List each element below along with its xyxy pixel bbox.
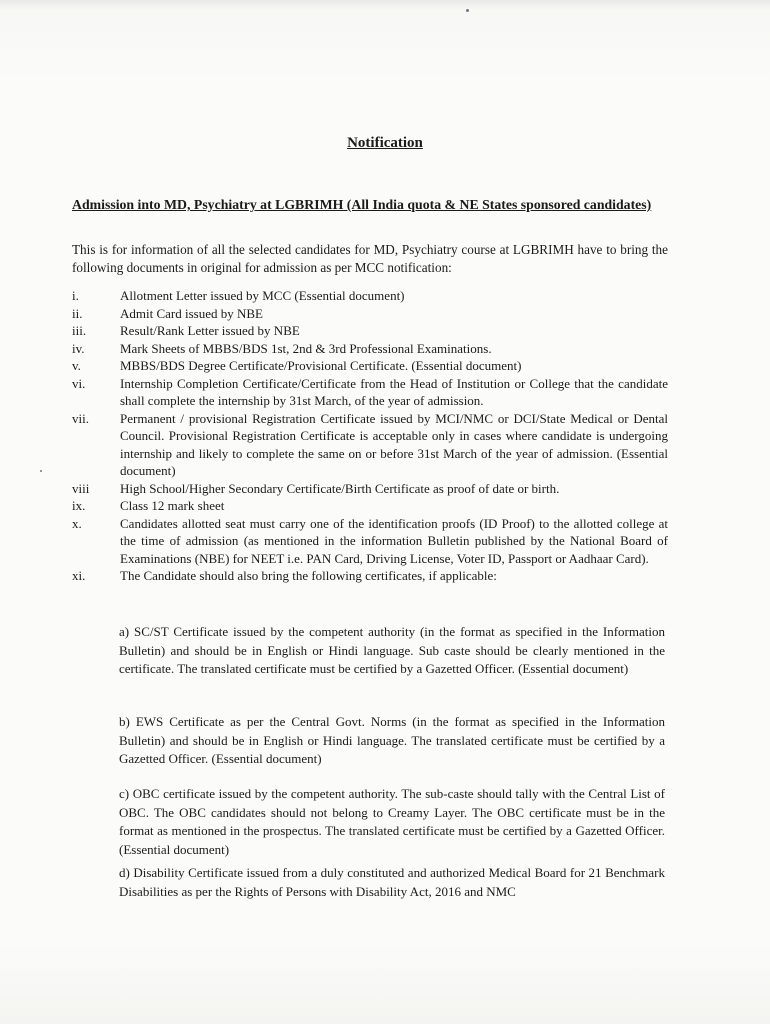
list-item-text: Result/Rank Letter issued by NBE [120,323,300,338]
list-item [72,357,668,375]
scan-speck [466,9,469,12]
list-item-text: Permanent / provisional Registration Certificate issued by MCI/NMC or DCI/State Medical or Dental Council. Provisional Registration Certificate is acceptable only in cases where candidate is undergoing internship and likely to complete the same on or before 31st March of the year of admission. (Essential document) [120,410,668,478]
list-item [72,287,668,305]
list-item-number: ix. [72,498,86,513]
list-item-text: MBBS/BDS Degree Certificate/Provisional Certificate. (Essential document) [120,358,522,373]
list-item-text: Class 12 mark sheet [120,498,225,513]
scan-speck [40,470,42,472]
certificate-sc-st: a) SC/ST Certificate issued by the competent authority (in the format as specified in the Information Bulletin) and should be in English or Hindi language. Sub caste should be clearly mentioned in the certificate. The translated certificate must be certified by a Gazetted Officer. (Essential document) [119,624,665,676]
list-item-number: iv. [72,340,85,356]
list-item-number: vi. [72,375,86,391]
list-item-number: iii. [72,323,87,338]
list-item [72,515,668,568]
scan-edge-shadow [0,0,770,10]
certificate-disability: d) Disability Certificate issued from a duly constituted and authorized Medical Board for 21 Benchmark Disabilities as per the Rights of Persons with Disability Act, 2016 and NMC [119,865,665,899]
list-item [72,410,668,480]
list-item-number: x. [72,515,82,531]
list-item-text: Admit Card issued by NBE [120,305,263,321]
intro-paragraph: This is for information of all the selected candidates for MD, Psychiatry course at LGBRIMH have to bring the following documents in original for admission as per MCC notification: [72,242,668,275]
list-item-number: xi. [72,568,86,583]
list-item [72,322,668,340]
list-item-number: i. [72,288,79,303]
list-item-text: The Candidate should also bring the following certificates, if applicable: [120,568,497,583]
list-item [72,480,668,498]
list-item [72,567,668,585]
certificate-ews: b) EWS Certificate as per the Central Govt. Norms (in the format as specified in the Information Bulletin) and should be in English or Hindi language. The translated certificate must be certified by a Gazetted Officer. (Essential document) [119,714,665,766]
list-item [72,375,668,410]
list-item-number: vii. [72,410,89,426]
list-item-text: Candidates allotted seat must carry one of the identification proofs (ID Proof) to the allotted college at the time of admission (as mentioned in the information Bulletin published by the National Board of Examinations (NBE) for NEET i.e. PAN Card, Driving License, Voter ID, Passport or Aadhaar Card). [120,515,668,566]
document-list [72,287,668,585]
list-item-text: Mark Sheets of MBBS/BDS 1st, 2nd & 3rd Professional Examinations. [120,340,492,356]
list-item [72,497,668,515]
list-item-text: Internship Completion Certificate/Certificate from the Head of Institution or College that the candidate shall complete the internship by 31st March, of the year of admission. [120,375,668,408]
list-item-number: v. [72,358,81,373]
certificate-obc: c) OBC certificate issued by the competent authority. The sub-caste should tally with the Central List of OBC. The OBC candidates should not belong to Creamy Layer. The OBC certificate must be in the format as mentioned in the prospectus. The translated certificate must be certified by a Gazetted Officer. (Essential document) [119,786,665,857]
list-item [72,305,668,323]
page-title: Notification [347,135,423,151]
list-item [72,340,668,358]
list-item-text: High School/Higher Secondary Certificate/Birth Certificate as proof of date or birth. [120,480,560,496]
list-item-number: ii. [72,305,83,321]
list-item-text: Allotment Letter issued by MCC (Essential document) [120,288,405,303]
list-item-number: viii [72,480,90,496]
section-heading: Admission into MD, Psychiatry at LGBRIMH (All India quota & NE States sponsored candidates) [72,197,652,212]
